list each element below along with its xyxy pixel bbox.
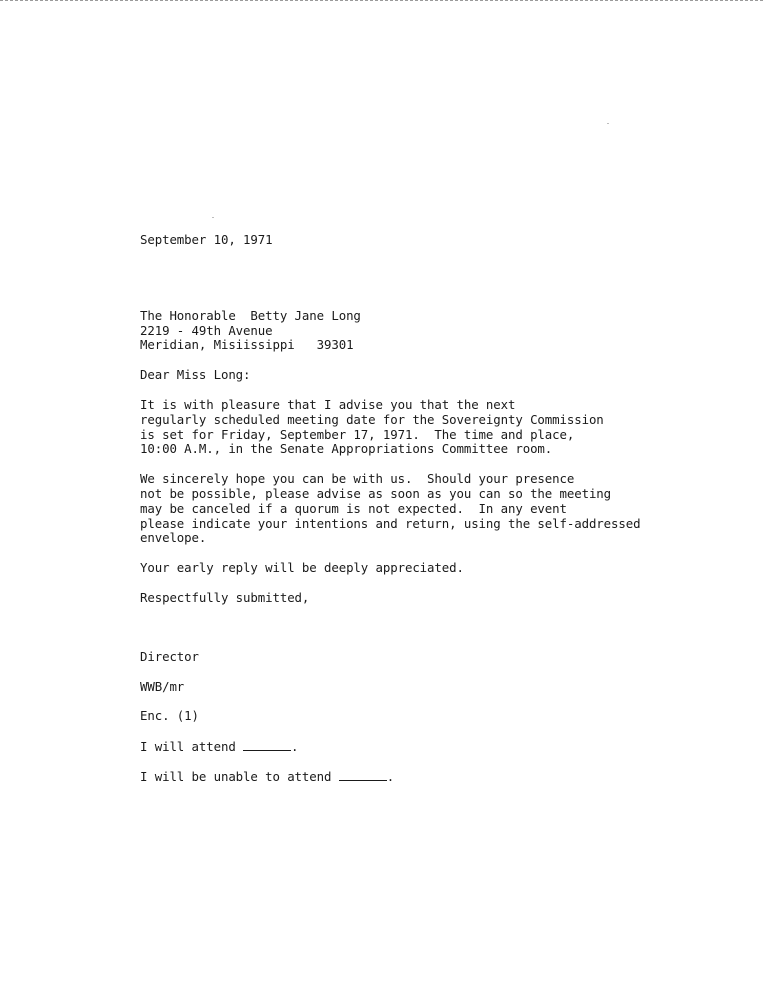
reply-unable-period: . (386, 768, 395, 784)
recipient-address (140, 309, 700, 353)
letter-body (140, 233, 700, 799)
signature-title: Director (140, 648, 199, 664)
paragraph-line: envelope. (140, 530, 207, 546)
paragraph-reply: Your early reply will be deeply appreciated. (140, 560, 464, 576)
address-line: 2219 - 49th Avenue (140, 322, 273, 338)
letter-date: September 10, 1971 (140, 232, 273, 247)
paragraph-line: It is with pleasure that I advise you that the next (140, 396, 516, 412)
reply-attend-period: . (291, 739, 299, 755)
enclosure-note: Enc. (1) (140, 708, 199, 724)
paragraph-line: please indicate your intentions and return, using the self-addressed (140, 515, 641, 531)
paragraph-line: We sincerely hope you can be with us. Should your presence (140, 471, 575, 487)
page-top-border (0, 0, 763, 1)
paper-speck (212, 217, 214, 218)
paragraph-line: is set for Friday, September 17, 1971. The time and place, (140, 426, 575, 442)
closing: Respectfully submitted, (140, 589, 310, 605)
paragraph-meeting-notice (140, 398, 700, 457)
reply-attend-label: I will attend (140, 739, 244, 755)
reply-attend-blank[interactable] (243, 739, 291, 751)
paragraph-line: not be possible, please advise as soon as you can so the meeting (140, 485, 612, 501)
typist-initials: WWB/mr (140, 678, 185, 694)
paper-speck (607, 123, 609, 124)
paragraph-line: may be canceled if a quorum is not expected. In any event (140, 500, 567, 516)
paragraph-line: regularly scheduled meeting date for the Sovereignty Commission (140, 411, 604, 427)
paragraph-attendance-request (140, 472, 700, 546)
reply-attend-line (140, 739, 700, 754)
salutation: Dear Miss Long: (140, 367, 251, 383)
address-line: The Honorable Betty Jane Long (140, 307, 361, 323)
reply-unable-label: I will be unable to attend (140, 768, 339, 784)
reply-unable-blank[interactable] (339, 769, 387, 781)
paragraph-line: 10:00 A.M., in the Senate Appropriations Committee room. (140, 441, 553, 457)
reply-unable-line (140, 769, 700, 784)
address-line: Meridian, Misiissippi 39301 (140, 337, 354, 353)
